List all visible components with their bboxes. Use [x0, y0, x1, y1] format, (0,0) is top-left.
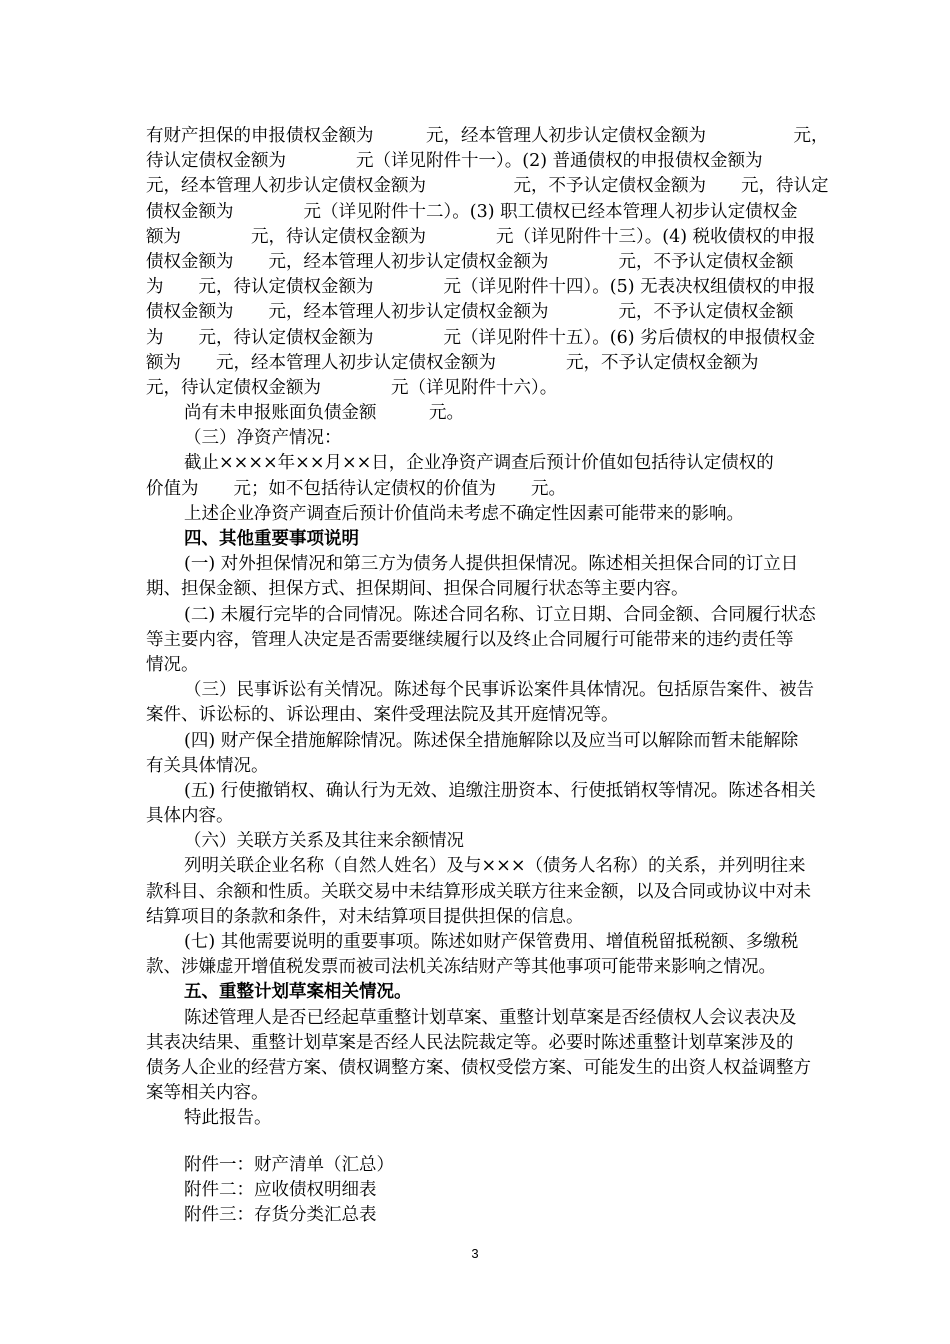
text-line: 上述企业净资产调查后预计价值尚未考虑不确定性因素可能带来的影响。 — [184, 503, 744, 524]
text-line: 额为 元，经本管理人初步认定债权金额为 元，不予认定债权金额为 — [146, 352, 759, 373]
text-line: （六）关联方关系及其往来余额情况 — [184, 831, 464, 852]
text-line: 结算项目的条款和条件，对未结算项目提供担保的信息。 — [146, 906, 584, 927]
text-line: 有财产担保的申报债权金额为 元，经本管理人初步认定债权金额为 元， — [146, 126, 829, 146]
text-line: 等主要内容，管理人决定是否需要继续履行以及终止合同履行可能带来的违约责任等 — [146, 629, 794, 650]
text-line: (一) 对外担保情况和第三方为债务人提供担保情况。陈述相关担保合同的订立日 — [184, 554, 799, 575]
text-line: 款、涉嫌虚开增值税发票而被司法机关冻结财产等其他事项可能带来影响之情况。 — [146, 957, 776, 978]
text-line: 列明关联企业名称（自然人姓名）及与×××（债务人名称）的关系，并列明往来 — [184, 856, 806, 877]
text-line: 情况。 — [146, 654, 199, 675]
body-lines — [146, 124, 852, 1132]
text-line: 债权金额为 元（详见附件十二）。(3) 职工债权已经本管理人初步认定债权金 — [146, 201, 798, 222]
text-line: (五) 行使撤销权、确认行为无效、追缴注册资本、行使抵销权等情况。陈述各相关 — [184, 780, 816, 801]
attachment-item: 附件一：财产清单（汇总） — [184, 1154, 394, 1175]
text-line: 其表决结果、重整计划草案是否经人民法院裁定等。必要时陈述重整计划草案涉及的 — [146, 1032, 794, 1053]
text-line: 陈述管理人是否已经起草重整计划草案、重整计划草案是否经债权人会议表决及 — [184, 1007, 797, 1028]
document-body — [146, 124, 852, 1228]
text-line: (二) 未履行完毕的合同情况。陈述合同名称、订立日期、合同金额、合同履行状态 — [184, 604, 816, 625]
text-line: 尚有未申报账面负债金额 元。 — [184, 403, 464, 424]
text-line: 有关具体情况。 — [146, 755, 269, 776]
text-line: 债务人企业的经营方案、债权调整方案、债权受偿方案、可能发生的出资人权益调整方 — [146, 1057, 811, 1078]
text-line: 为 元，待认定债权金额为 元（详见附件十五）。(6) 劣后债权的申报债权金 — [146, 327, 816, 348]
attachment-list — [146, 1153, 852, 1229]
text-line: 截止××××年××月××日，企业净资产调查后预计价值如包括待认定债权的 — [184, 453, 774, 474]
text-line: 价值为 元；如不包括待认定债权的价值为 元。 — [146, 478, 566, 499]
attachment-item: 附件三：存货分类汇总表 — [184, 1204, 377, 1225]
blank-line — [146, 1132, 852, 1153]
text-line: 具体内容。 — [146, 806, 234, 827]
text-line: 债权金额为 元，经本管理人初步认定债权金额为 元，不予认定债权金额 — [146, 251, 794, 272]
text-line: 额为 元，待认定债权金额为 元（详见附件十三）。(4) 税收债权的申报 — [146, 226, 816, 247]
text-line: （三）净资产情况： — [184, 428, 342, 449]
text-line: 债权金额为 元，经本管理人初步认定债权金额为 元，不予认定债权金额 — [146, 302, 794, 323]
text-line: (七) 其他需要说明的重要事项。陈述如财产保管费用、增值税留抵税额、多缴税 — [184, 932, 799, 952]
page-number: 3 — [471, 1246, 479, 1261]
text-line: 元，待认定债权金额为 元（详见附件十六）。 — [146, 377, 558, 398]
attachment-item: 附件二：应收债权明细表 — [184, 1179, 377, 1200]
text-line: 元，经本管理人初步认定债权金额为 元，不予认定债权金额为 元，待认定 — [146, 176, 829, 197]
text-line: 待认定债权金额为 元（详见附件十一）。(2) 普通债权的申报债权金额为 — [146, 151, 763, 172]
text-line: 期、担保金额、担保方式、担保期间、担保合同履行状态等主要内容。 — [146, 579, 689, 600]
text-line: 为 元，待认定债权金额为 元（详见附件十四）。(5) 无表决权组债权的申报 — [146, 277, 816, 298]
text-line: 案件、诉讼标的、诉讼理由、案件受理法院及其开庭情况等。 — [146, 705, 619, 726]
section-heading: 五、重整计划草案相关情况。 — [184, 982, 412, 1003]
section-heading: 四、其他重要事项说明 — [184, 529, 359, 549]
text-line: （三）民事诉讼有关情况。陈述每个民事诉讼案件具体情况。包括原告案件、被告 — [184, 680, 814, 701]
text-line: 案等相关内容。 — [146, 1083, 269, 1104]
text-line: 款科目、余额和性质。关联交易中未结算形成关联方往来金额，以及合同或协议中对未 — [146, 881, 811, 902]
text-line: 特此报告。 — [184, 1108, 272, 1129]
text-line: (四) 财产保全措施解除情况。陈述保全措施解除以及应当可以解除而暂未能解除 — [184, 730, 799, 751]
